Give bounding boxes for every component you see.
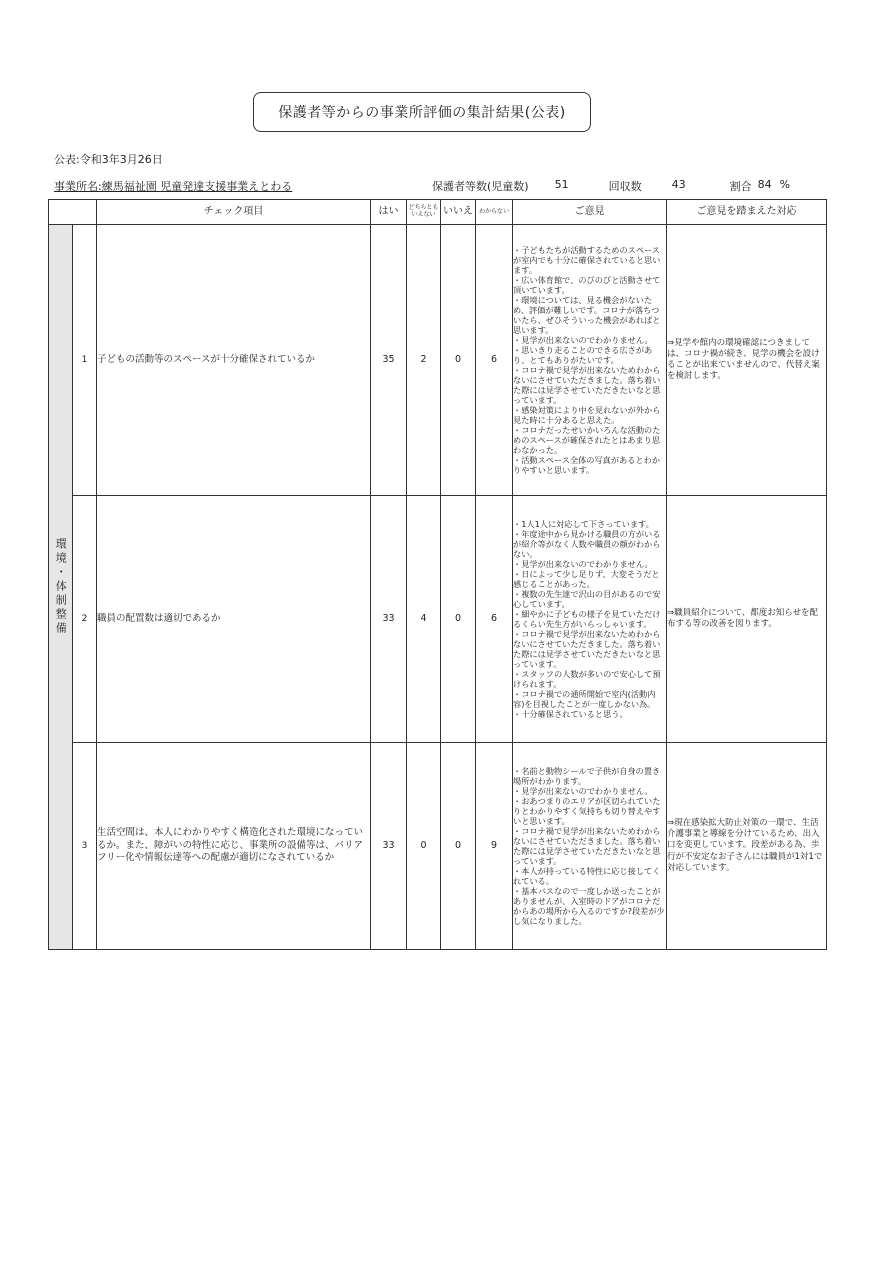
opinion-item: ・見学が出来ないのでわかりません。 <box>513 559 653 569</box>
count-yes: 33 <box>371 496 407 743</box>
opinions-cell <box>513 496 667 743</box>
opinion-item: ・おあつまりのエリアが区切られていたりとわかりやすく気持ちも切り替えやすいと思います。 <box>513 796 661 826</box>
response-cell: ⇒現在感染拡大防止対策の一環で、生活介護事業と導線を分けているため、出入口を変更しています。段差がある為、歩行が不安定なお子さんには職員が1対1で対応しています。 <box>667 743 827 950</box>
opinion-item: ・感染対策により中を見れないが外から見た時に十分あると思えた。 <box>513 405 661 425</box>
evaluation-table <box>48 199 827 950</box>
opinions-cell <box>513 225 667 496</box>
collected-label: 回収数 <box>608 180 642 193</box>
count-neither: 4 <box>407 496 441 743</box>
response-cell: ⇒職員紹介について、都度お知らせを配布する等の改善を図ります。 <box>667 496 827 743</box>
opinion-item: ・1人1人に対応して下さっています。 <box>513 519 654 529</box>
opinion-item: ・コロナ禍での通所開始で室内(活動内容)を目視したことが一度しかない為。 <box>513 689 656 709</box>
office-name: 事業所名:練馬福祉園 児童発達支援事業えとわる <box>54 180 293 193</box>
guardians-label: 保護者等数(児童数) <box>432 180 529 193</box>
opinion-item: ・環境については、見る機会がないため、評価が難しいです。コロナが落ちついたら、ぜひそういった機会があればと思います。 <box>513 295 661 335</box>
opinion-item: ・コロナ禍で見学が出来ないためわからないにさせていただきました。落ち着いた際には見学させていただきたいなと思っています。 <box>513 629 661 669</box>
opinion-item: ・コロナ禍で見学が出来ないためわからないにさせていただきました。落ち着いた際には見学させていただきたいなと思っています。 <box>513 365 661 405</box>
opinion-item: ・名前と動物シールで子供が自身の置き場所がわかります。 <box>513 766 661 786</box>
count-yes: 33 <box>371 743 407 950</box>
row-number: 2 <box>73 496 97 743</box>
header-unknown: わからない <box>476 200 513 225</box>
table-row <box>49 496 827 743</box>
opinion-item: ・コロナ禍で見学が出来ないためわからないにさせていただきました。落ち着いた際には見学させていただきたいなと思っています。 <box>513 826 661 866</box>
count-unknown: 9 <box>476 743 513 950</box>
title-text: 保護者等からの事業所評価の集計結果(公表) <box>278 105 566 121</box>
count-neither: 2 <box>407 225 441 496</box>
category-label: 環境・体制整備 <box>54 538 68 636</box>
collected-value: 43 <box>671 178 686 191</box>
ratio-label: 割合 <box>729 180 752 193</box>
response-cell: ⇒見学や館内の環境確認につきましては、コロナ禍が続き、見学の機会を設けることが出来ていませんので、代替え案を検討します。 <box>667 225 827 496</box>
category-cell <box>49 225 73 950</box>
opinion-item: ・基本バスなので一度しか送ったことがありませんが、入室時のドアがコロナだからあの場所から入るのですか?段差が少し気になりました。 <box>513 886 665 926</box>
publish-date: 公表:令和3年3月26日 <box>54 153 163 166</box>
table-row <box>49 743 827 950</box>
header-item: チェック項目 <box>97 200 371 225</box>
count-no: 0 <box>441 743 476 950</box>
header-neither: どちらともいえない <box>407 200 441 225</box>
check-item: 子どもの活動等のスペースが十分確保されているか <box>97 225 371 496</box>
check-item: 職員の配置数は適切であるか <box>97 496 371 743</box>
row-number: 3 <box>73 743 97 950</box>
table-row <box>49 225 827 496</box>
opinion-item: ・思いきり走ることのできる広さがあり、とてもありがたいです。 <box>513 345 653 365</box>
opinion-item: ・細やかに子どもの様子を見ていただけるくらい先生方がいらっしゃいます。 <box>513 609 661 629</box>
opinion-item: ・十分確保されていると思う。 <box>513 709 628 719</box>
count-unknown: 6 <box>476 496 513 743</box>
opinion-item: ・見学が出来ないのでわかりません。 <box>513 335 653 345</box>
document-title <box>253 92 591 132</box>
stats-line <box>432 178 790 194</box>
count-neither: 0 <box>407 743 441 950</box>
header-yes: はい <box>371 200 407 225</box>
ratio-value: 84 <box>757 178 772 191</box>
opinion-item: ・スタッフの人数が多いので安心して預けられます。 <box>513 669 661 689</box>
header-opinions: ご意見 <box>513 200 667 225</box>
row-number: 1 <box>73 225 97 496</box>
opinion-item: ・日によって少し足りず、大変そうだと感じることがあった。 <box>513 569 660 589</box>
opinion-item: ・活動スペース全体の写真があるとわかりやすいと思います。 <box>513 455 660 475</box>
opinion-item: ・本人が持っている特性に応じ接してくれている。 <box>513 866 661 886</box>
opinion-item: ・子どもたちが活動するためのスペースが室内でも十分に確保されていると思います。 <box>513 245 661 275</box>
ratio-unit: % <box>779 178 791 191</box>
opinion-item: ・年度途中から見かける職員の方がいるが紹介等がなく人数や職員の顔がわからない。 <box>513 529 661 559</box>
header-response: ご意見を踏まえた対応 <box>667 200 827 225</box>
header-corner <box>49 200 97 225</box>
count-no: 0 <box>441 496 476 743</box>
opinion-item: ・コロナだったせいかいろんな活動のためのスペースが確保されたとはあまり思わなかった。 <box>513 425 661 455</box>
opinion-item: ・見学が出来ないのでわかりません。 <box>513 786 653 796</box>
opinions-cell <box>513 743 667 950</box>
check-item: 生活空間は、本人にわかりやすく構造化された環境になっているか。また、障がいの特性に応じ、事業所の設備等は、バリアフリー化や情報伝達等への配慮が適切になされているか <box>97 743 371 950</box>
count-unknown: 6 <box>476 225 513 496</box>
count-no: 0 <box>441 225 476 496</box>
opinion-item: ・広い体育館で、のびのびと活動させて頂いています。 <box>513 275 661 295</box>
header-no: いいえ <box>441 200 476 225</box>
count-yes: 35 <box>371 225 407 496</box>
table-header-row <box>49 200 827 225</box>
guardians-value: 51 <box>554 178 569 191</box>
opinion-item: ・複数の先生達で沢山の目があるので安心しています。 <box>513 589 661 609</box>
